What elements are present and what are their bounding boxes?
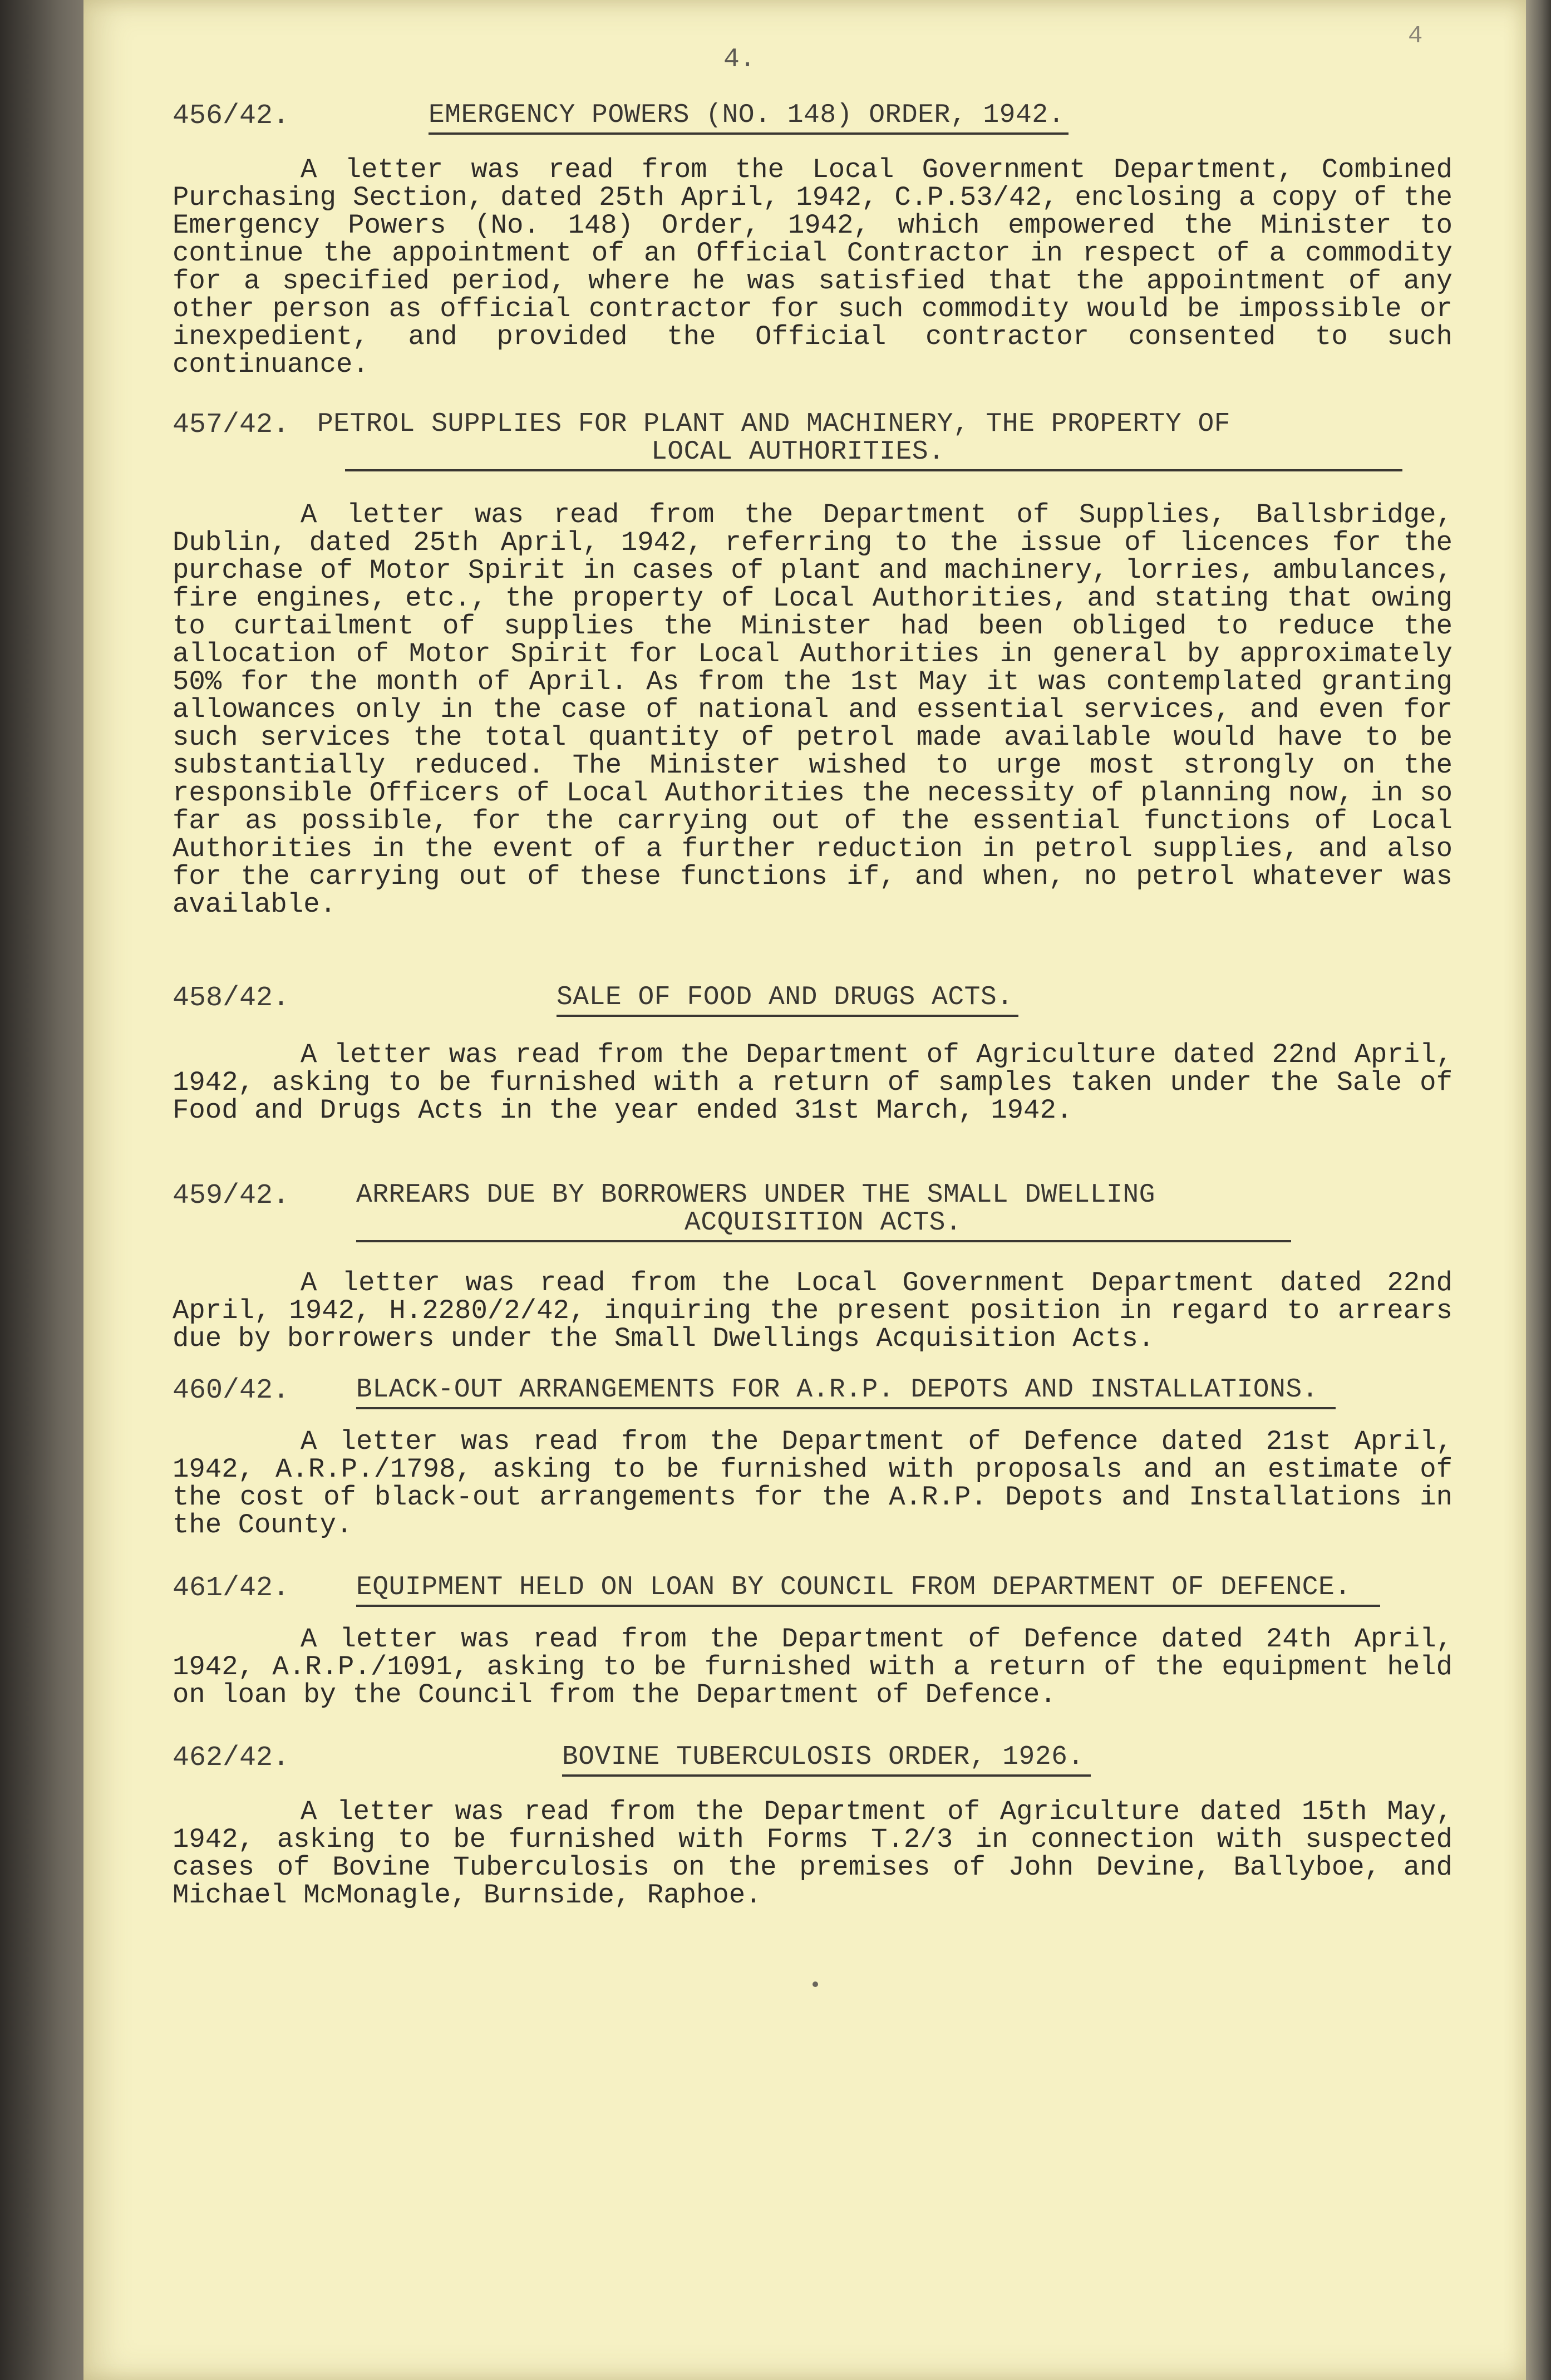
minute-number: 458/42. (173, 982, 290, 1014)
minute-number: 457/42. (173, 409, 290, 441)
minute-title: BOVINE TUBERCULOSIS ORDER, 1926. (562, 1742, 1084, 1772)
title-underline (356, 1605, 1380, 1607)
minute-number: 462/42. (173, 1742, 290, 1774)
minute-number: 460/42. (173, 1375, 290, 1407)
minute-title: EQUIPMENT HELD ON LOAN BY COUNCIL FROM DEPARTMENT OF DEFENCE. (356, 1572, 1351, 1602)
minute-number: 456/42. (173, 100, 290, 132)
minute-body: A letter was read from the Department of Supplies, Ballsbridge, Dublin, dated 25th April, 1942, referring to the issue of licences for the purchase of Motor Spirit in cases of plant and machinery, lorries, ambulances, fire engines, etc., the property of Local Authorities, and stating that owing to curtailment of supplies the Minister had been obliged to reduce the allocation of Motor Spirit for Local Authorities in general by approximately 50% for the month of April. As from the 1st May it was contemplated granting allowances only in the case of national and essential services, and even for such services the total quantity of petrol made available would have to be substantially reduced. The Minister wished to urge most strongly on the responsible Officers of Local Authorities the necessity of planning now, in so far as possible, for the carrying out of the essential functions of Local Authorities in the event of a further reduction in petrol supplies, and also for the carrying out of these functions if, and when, no petrol whatever was available. (173, 499, 1452, 920)
minute-body: A letter was read from the Local Government Department, Combined Purchasing Section, dated 25th April, 1942, C.P.53/42, enclosing a copy of the Emergency Powers (No. 148) Order, 1942, which empowered the Minister to continue the appointment of an Official Contractor in respect of a commodity for a specified period, where he was satisfied that the appointment of any other person as official contractor for such commodity would be impossible or inexpedient, and provided the Official contractor consented to such continuance. (173, 154, 1452, 380)
minute-title: ARREARS DUE BY BORROWERS UNDER THE SMALL DWELLING (356, 1180, 1155, 1210)
title-underline (562, 1774, 1091, 1777)
margin-pencil-mark: 4 (1408, 22, 1423, 50)
page-number: 4. (723, 45, 756, 75)
minute-number: 461/42. (173, 1572, 290, 1604)
minutes-page (83, 0, 1526, 2380)
ink-speck (813, 1981, 818, 1987)
minute-body: A letter was read from the Local Government Department dated 22nd April, 1942, H.2280/2/42, inquiring the present position in regard to arrears due by borrowers under the Small Dwellings Acquisition Acts. (173, 1267, 1452, 1354)
book-binding-gutter (0, 0, 83, 2380)
minute-title: PETROL SUPPLIES FOR PLANT AND MACHINERY, THE PROPERTY OF (317, 409, 1231, 439)
minute-body: A letter was read from the Department of Agriculture dated 22nd April, 1942, asking to be furnished with a return of samples taken under the Sale of Food and Drugs Acts in the year ended 31st March, 1942. (173, 1039, 1452, 1126)
minute-body: A letter was read from the Department of Defence dated 21st April, 1942, A.R.P./1798, asking to be furnished with proposals and an estimate of the cost of black-out arrangements for the A.R.P. Depots and Installations in the County. (173, 1426, 1452, 1541)
title-underline (557, 1015, 1018, 1017)
title-underline (356, 1240, 1291, 1242)
minute-body: A letter was read from the Department of Defence dated 24th April, 1942, A.R.P./1091, asking to be furnished with a return of the equipment held on loan by the Council from the Department of Defence. (173, 1624, 1452, 1710)
minute-title: BLACK-OUT ARRANGEMENTS FOR A.R.P. DEPOTS AND INSTALLATIONS. (356, 1375, 1318, 1405)
page-stack-edge (1526, 0, 1551, 2380)
minute-title: EMERGENCY POWERS (NO. 148) ORDER, 1942. (429, 100, 1065, 130)
minute-body: A letter was read from the Department of Agriculture dated 15th May, 1942, asking to be furnished with Forms T.2/3 in connection with suspected cases of Bovine Tuberculosis on the premises of John Devine, Ballyboe, and Michael McMonagle, Burnside, Raphoe. (173, 1796, 1452, 1911)
minute-title-continued: LOCAL AUTHORITIES. (651, 437, 945, 467)
title-underline (429, 132, 1069, 135)
minute-title: SALE OF FOOD AND DRUGS ACTS. (557, 982, 1013, 1012)
title-underline (356, 1407, 1336, 1409)
minute-number: 459/42. (173, 1180, 290, 1212)
minute-title-continued: ACQUISITION ACTS. (685, 1208, 962, 1238)
title-underline (345, 469, 1402, 471)
